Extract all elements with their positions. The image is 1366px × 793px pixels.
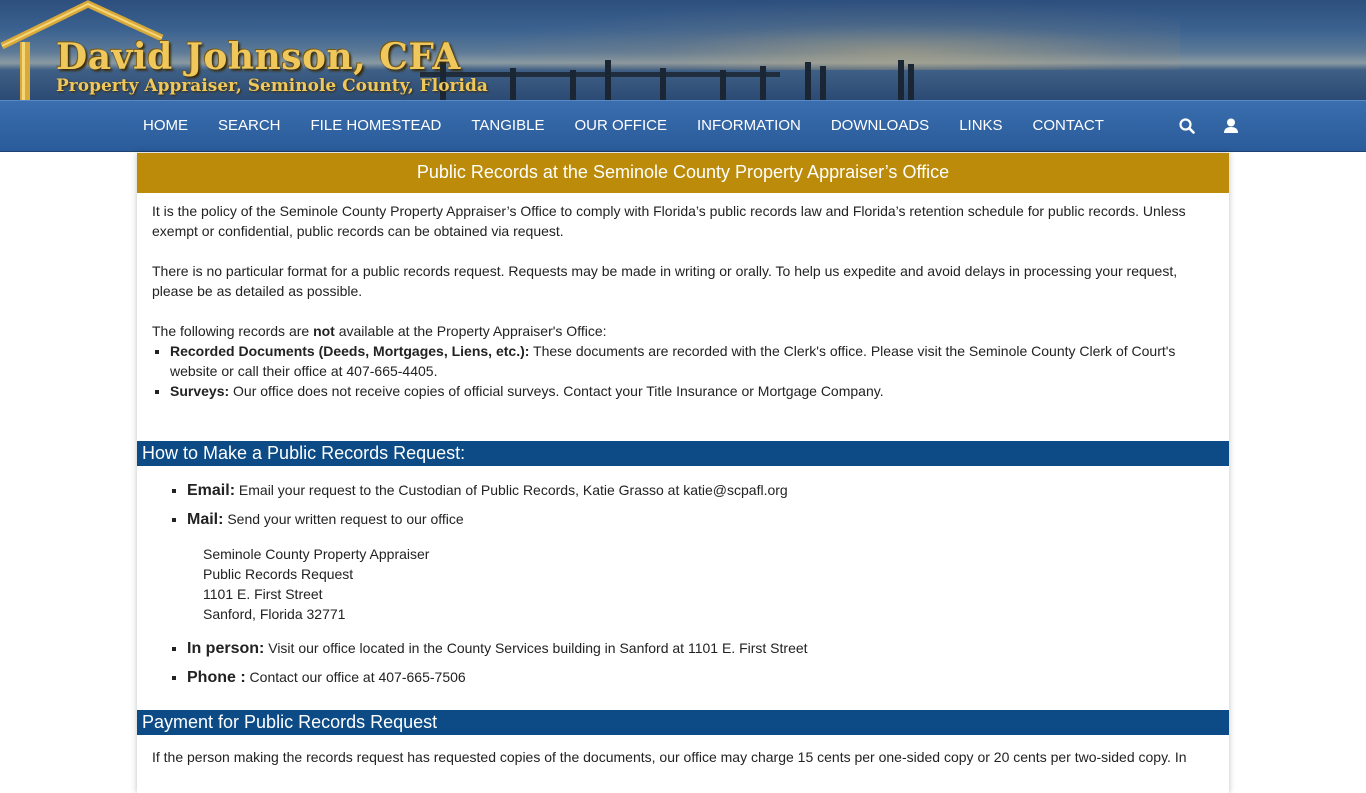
page-title: Public Records at the Seminole County Property Appraiser’s Office (137, 153, 1229, 193)
in-person-text: Visit our office located in the County Services building in Sanford at 1101 E. First Street (264, 640, 808, 656)
main-navbar (0, 100, 1366, 152)
list-item-email (187, 480, 1229, 501)
in-person-label: In person: (187, 640, 265, 657)
phone-label: Phone : (187, 669, 246, 686)
nav-file-homestead[interactable]: FILE HOMESTEAD (310, 117, 442, 134)
address-line: 1101 E. First Street (203, 586, 323, 602)
nav-home[interactable]: HOME (143, 117, 188, 134)
user-icon[interactable] (1222, 117, 1240, 135)
email-label: Email: (187, 482, 236, 499)
list-item (170, 341, 1214, 381)
list-item-phone (187, 667, 1229, 688)
howto-list (169, 480, 1229, 688)
nav-downloads[interactable]: DOWNLOADS (830, 117, 930, 134)
policy-paragraph: It is the policy of the Seminole County Property Appraiser’s Office to comply with Florida’s public records law and Florida’s retention schedule for public records. Unless exempt or confidential, public records can be obtained via request. (152, 203, 1186, 239)
address-line: Seminole County Property Appraiser (203, 546, 430, 562)
howto-heading: How to Make a Public Records Request: (137, 441, 1229, 466)
format-paragraph: There is no particular format for a public records request. Requests may be made in writing or orally. To help us expedite and avoid delays in processing your request, please be as detailed as possible. (152, 263, 1178, 299)
email-text: Email your request to the Custodian of Public Records, Katie Grasso at katie@scpafl.org (235, 482, 788, 498)
payment-section (137, 735, 1229, 767)
list-item-text: These documents are recorded with the Clerk's office. Please visit the Seminole County Clerk of Court's website or call their office at 407-665-4405. (170, 343, 1176, 379)
main-content (137, 153, 1229, 793)
brand-subtitle: Property Appraiser, Seminole County, Florida (56, 76, 488, 96)
mailing-address (187, 530, 1229, 638)
phone-text: Contact our office at 407-665-7506 (245, 669, 466, 685)
list-item (170, 381, 1214, 401)
list-item-label: Surveys: (170, 383, 230, 399)
header-banner (0, 0, 1366, 100)
mail-label: Mail: (187, 511, 224, 528)
list-item-mail (187, 509, 1229, 638)
list-item-label: Recorded Documents (Deeds, Mortgages, Liens, etc.): (170, 343, 530, 359)
address-line: Sanford, Florida 32771 (203, 606, 346, 622)
nav-search[interactable]: SEARCH (218, 117, 281, 134)
not-available-intro: The following records are not available at the Property Appraiser's Office: (152, 323, 607, 339)
nav-contact[interactable]: CONTACT (1032, 117, 1104, 134)
list-item-text: Our office does not receive copies of official surveys. Contact your Title Insurance or Mortgage Company. (229, 383, 884, 399)
nav-tangible[interactable]: TANGIBLE (471, 117, 545, 134)
payment-heading: Payment for Public Records Request (137, 710, 1229, 735)
nav-our-office[interactable]: OUR OFFICE (574, 117, 667, 134)
address-line: Public Records Request (203, 566, 354, 582)
nav-menu (128, 101, 1119, 153)
nav-links[interactable]: LINKS (959, 117, 1003, 134)
payment-paragraph: If the person making the records request has requested copies of the documents, our office may charge 15 cents per one-sided copy or 20 cents per two-sided copy. In (152, 749, 1187, 765)
search-icon[interactable] (1178, 117, 1196, 135)
list-item-in-person (187, 638, 1229, 659)
brand-name[interactable]: David Johnson, CFA (56, 36, 461, 78)
nav-information[interactable]: INFORMATION (696, 117, 801, 134)
intro-section (137, 193, 1229, 401)
not-available-list (152, 341, 1214, 401)
mail-text: Send your written request to our office (223, 511, 464, 527)
howto-section (137, 466, 1229, 688)
banner-pier-image (420, 60, 940, 100)
